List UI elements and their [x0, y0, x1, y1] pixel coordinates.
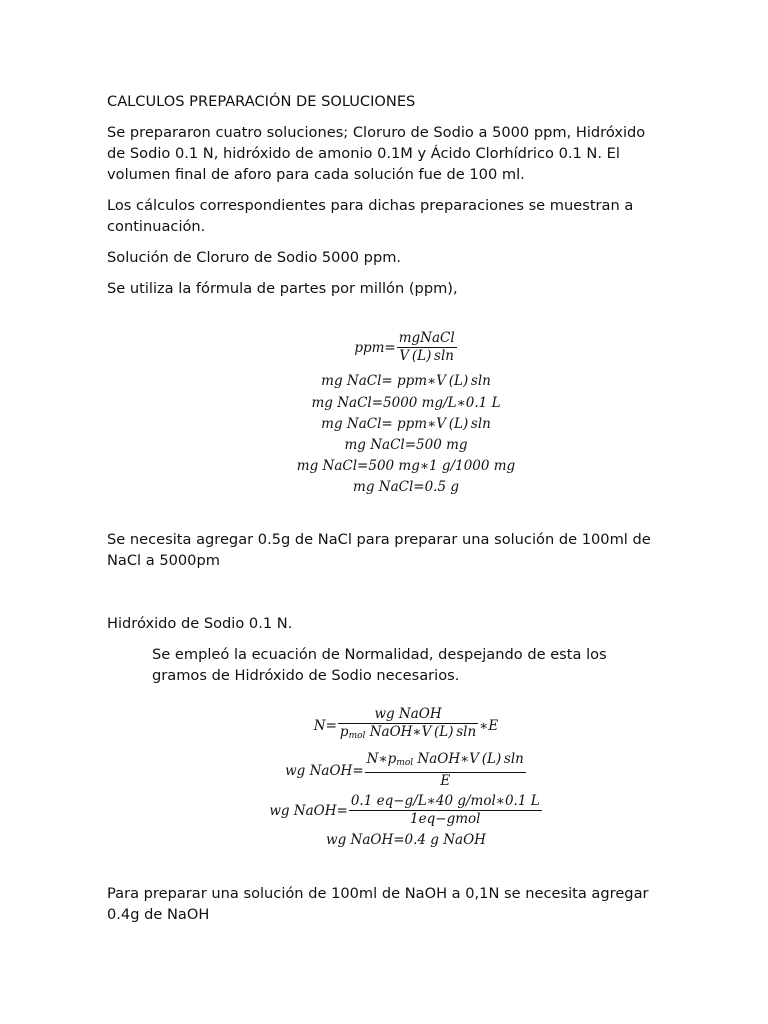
nacl-formula-intro: Se utiliza la fórmula de partes por millón (ppm),: [107, 280, 458, 297]
nacl-eq1-fraction: [397, 330, 457, 365]
naoh-eq1-numerator: wg NaOH: [338, 706, 478, 724]
nacl-conclusion: Se necesita agregar 0.5g de NaCl para preparar una solución de 100ml de NaCl a 5000pm: [107, 531, 651, 569]
naoh-eq3-numerator: 0.1 eq−g/L∗40 g/mol∗0.1 L: [350, 793, 540, 809]
naoh-eq3-lhs: wg NaOH=: [269, 802, 348, 819]
nacl-eq1-lhs: ppm=: [354, 339, 396, 356]
naoh-method-paragraph: Se empleó la ecuación de Normalidad, despejando de esta los gramos de Hidróxido de Sodio necesarios.: [152, 646, 607, 684]
naoh-eq2-numerator: [365, 751, 526, 773]
naoh-eq1-den-sub: mol: [348, 731, 366, 741]
nacl-equation-line: mg NaCl= ppm∗V (L) sln: [321, 416, 491, 432]
naoh-eq3-fraction: [349, 793, 542, 828]
naoh-eq2-num-pre: N∗p: [366, 751, 397, 767]
nacl-equation-ppm: [0, 330, 768, 365]
naoh-eq1-lhs: N=: [313, 717, 337, 734]
intro-paragraph: Se prepararon cuatro soluciones; Cloruro de Sodio a 5000 ppm, Hidróxido de Sodio 0.1 N, hidróxido de amonio 0.1M y Ácido Clorhídrico 0.1 N. El volumen final de aforo para cada solución fue de 100 ml.: [107, 124, 646, 183]
nacl-equation-line: mg NaCl= ppm∗V (L) sln: [321, 373, 491, 389]
naoh-eq1-den-pre: p: [339, 724, 349, 740]
calc-intro-paragraph: Los cálculos correspondientes para dichas preparaciones se muestran a continuación.: [107, 197, 634, 235]
naoh-eq1-denominator: [338, 724, 478, 745]
naoh-eq1-den-post: NaOH∗V (L) sln: [365, 724, 477, 740]
nacl-equation-line: mg NaCl=0.5 g: [353, 479, 459, 495]
naoh-equation-substituted: [0, 793, 768, 828]
nacl-eq1-numerator: mgNaCl: [398, 330, 455, 346]
document-title: CALCULOS PREPARACIÓN DE SOLUCIONES: [107, 93, 416, 110]
naoh-heading: Hidróxido de Sodio 0.1 N.: [107, 615, 293, 632]
naoh-equation-normality: [0, 706, 768, 745]
naoh-eq1-rhs: ∗E: [479, 717, 499, 734]
naoh-eq2-fraction: [365, 751, 526, 790]
naoh-eq1-fraction: [338, 706, 478, 745]
nacl-eq1-denominator: V (L) sln: [399, 348, 454, 364]
naoh-eq3-denominator: 1eq−gmol: [410, 811, 481, 827]
naoh-equation-solved: [0, 751, 768, 790]
naoh-conclusion: Para preparar una solución de 100ml de NaOH a 0,1N se necesita agregar 0.4g de NaOH: [107, 885, 649, 923]
nacl-equation-line: mg NaCl=500 mg∗1 g/1000 mg: [296, 458, 516, 474]
nacl-equation-line: mg NaCl=500 mg: [344, 437, 468, 453]
naoh-eq2-lhs: wg NaOH=: [285, 762, 364, 779]
naoh-eq2-num-sub: mol: [396, 758, 414, 768]
nacl-heading: Solución de Cloruro de Sodio 5000 ppm.: [107, 249, 402, 266]
naoh-eq2-denominator: E: [440, 773, 451, 789]
nacl-equation-line: mg NaCl=5000 mg/L∗0.1 L: [311, 395, 501, 411]
naoh-equation-result: wg NaOH=0.4 g NaOH: [326, 832, 486, 848]
naoh-eq2-num-post: NaOH∗V (L) sln: [413, 751, 524, 767]
